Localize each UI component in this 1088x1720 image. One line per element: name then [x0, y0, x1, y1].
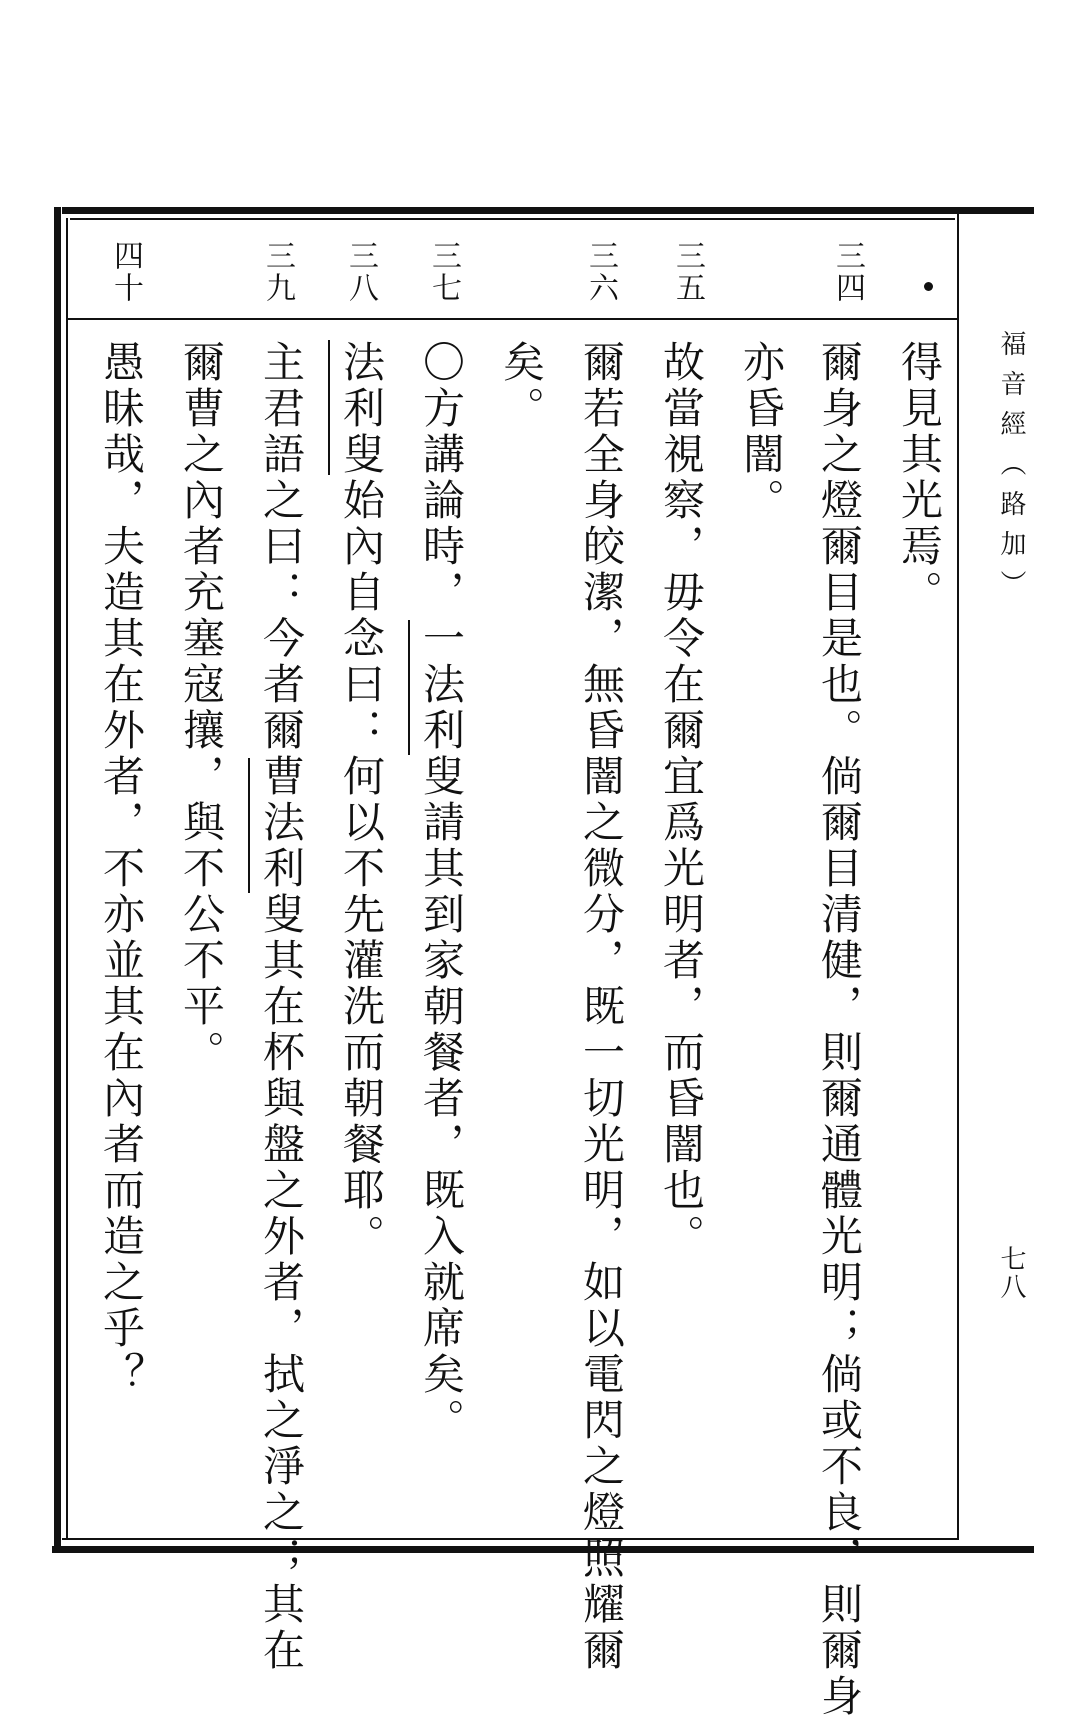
- verse-number-40: 四十: [108, 240, 143, 304]
- proper-name-mark: [248, 758, 250, 893]
- verse-number-34: 三四: [830, 240, 865, 304]
- bottom-border-thick: [52, 1546, 1034, 1553]
- page-number: 七八: [996, 1245, 1026, 1301]
- top-border-thick: [62, 207, 1034, 214]
- text-column: 愚昧哉，夫造其在外者，不亦並其在內者而造之乎？: [97, 340, 146, 1398]
- verse-number-38: 三八: [343, 240, 378, 304]
- proper-name-mark: [408, 620, 410, 755]
- top-border-thin: [70, 218, 955, 220]
- verse-number-36: 三六: [583, 240, 618, 304]
- proper-name-mark: [328, 340, 330, 475]
- verse-number-39: 三九: [260, 240, 295, 304]
- text-column: 主君語之曰：今者爾曹法利叟其在杯與盤之外者，拭之淨之；其在: [257, 340, 306, 1674]
- text-column: 故當視察，毋令在爾宜爲光明者，而昏闇也。: [657, 340, 706, 1260]
- right-border: [957, 214, 959, 1540]
- text-column: 爾身之燈爾目是也。倘爾目清健，則爾通體光明；倘或不良，則爾身: [815, 340, 864, 1720]
- left-border-thin: [66, 218, 68, 1540]
- left-border-thick: [54, 207, 61, 1553]
- text-column: 爾曹之內者充塞寇攘，與不公不平。: [177, 340, 226, 1076]
- verse-number-37: 三七: [426, 240, 461, 304]
- text-column: 矣。: [497, 340, 546, 432]
- running-title: 福音經（路加）: [996, 330, 1026, 610]
- section-dot: [924, 282, 933, 291]
- text-column: 得見其光焉。: [895, 340, 944, 616]
- text-column: 亦昏闇。: [737, 340, 786, 524]
- text-column: 〇方講論時，一法利叟請其到家朝餐者，既入就席矣。: [417, 340, 466, 1444]
- verse-number-divider: [68, 318, 957, 320]
- text-column: 法利叟始內自念曰：何以不先灌洗而朝餐耶。: [337, 340, 386, 1260]
- text-column: 爾若全身皎潔，無昏闇之微分，既一切光明，如以電閃之燈照耀爾: [577, 340, 626, 1674]
- verse-number-35: 三五: [670, 240, 705, 304]
